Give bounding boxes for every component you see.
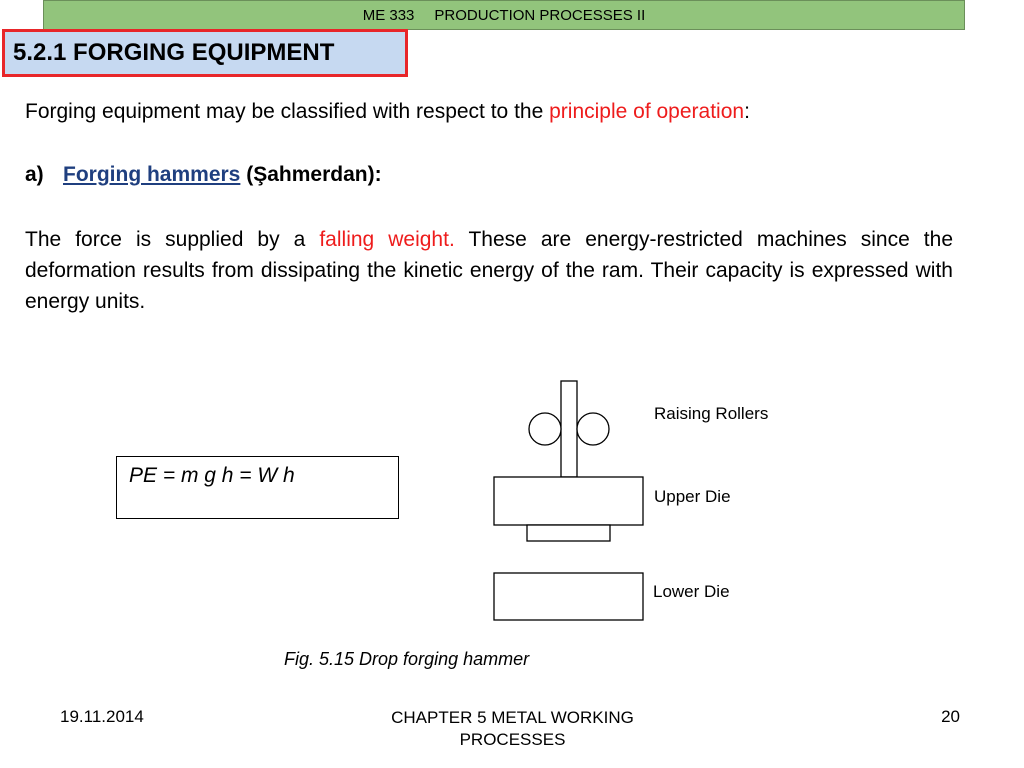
formula-box: PE = m g h = W h: [116, 456, 399, 519]
lower-die-block: [494, 573, 643, 620]
list-marker: a): [25, 163, 44, 186]
body-paragraph: [25, 224, 953, 317]
raising-roller-left: [529, 413, 561, 445]
intro-before: Forging equipment may be classified with respect to the: [25, 100, 550, 123]
paragraph-highlight: falling weight.: [319, 228, 455, 251]
label-lower-die: Lower Die: [653, 582, 730, 601]
footer-chapter: CHAPTER 5 METAL WORKING PROCESSES: [391, 708, 634, 749]
label-upper-die: Upper Die: [654, 487, 731, 506]
forging-hammers-link[interactable]: Forging hammers: [63, 163, 241, 186]
intro-highlight: principle of operation: [549, 100, 745, 123]
course-code: ME 333: [362, 6, 415, 24]
footer-date: 19.11.2014: [60, 707, 144, 726]
intro-text: [25, 100, 750, 124]
ram-rod: [561, 381, 577, 477]
raising-roller-right: [577, 413, 609, 445]
upper-die-block: [494, 477, 643, 525]
course-title: PRODUCTION PROCESSES II: [434, 6, 646, 24]
figure-caption: Fig. 5.15 Drop forging hammer: [284, 649, 530, 669]
paragraph-part2: These are energy-restricted machines since the deformation results from dissipating the kinetic energy of the ram. Their capacity is expressed with energy units.: [25, 228, 953, 313]
section-title: 5.2.1 FORGING EQUIPMENT: [2, 29, 408, 77]
paragraph-part1: The force is supplied by a: [25, 228, 320, 251]
list-item-a: [25, 163, 382, 187]
label-raising-rollers: Raising Rollers: [654, 404, 769, 423]
page-number: 20: [941, 707, 960, 726]
header-bar: [43, 0, 965, 30]
item-a-rest: (Şahmerdan):: [240, 163, 382, 186]
intro-after: :: [744, 100, 750, 123]
upper-die-insert: [527, 525, 610, 541]
